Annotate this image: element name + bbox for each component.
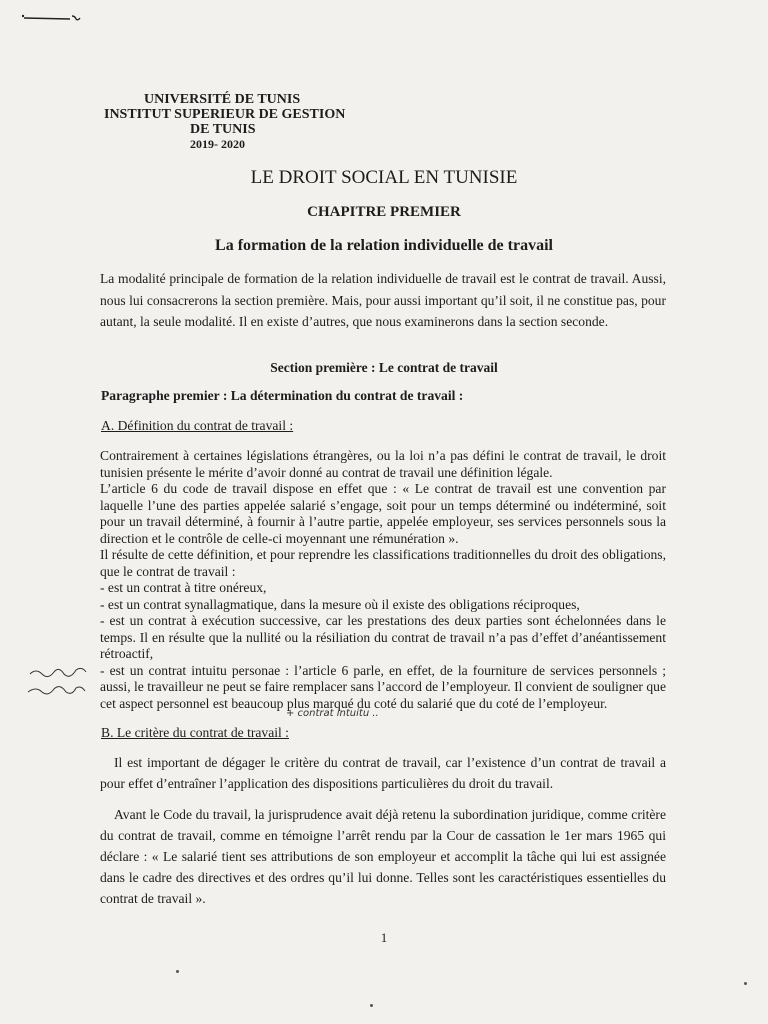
list-item: - est un contrat à exécution successive, car les prestations des deux parties sont échelonnées dans le temps. Il en résulte que la nullité ou la résiliation du contrat de travail n’a pas d’effet d’anéantissement rétroactif, bbox=[100, 613, 666, 661]
margin-scribble bbox=[24, 664, 104, 704]
list-item: - est un contrat intuitu personae : l’article 6 parle, en effet, de la fourniture de services personnels ; aussi, le travailleur ne peut se faire remplacer sans l’accord de l’employeur. Il convient de souligner que cet aspect personnel est beaucoup plus marqué du coté du salarié que du coté de l’employeur. bbox=[100, 662, 666, 711]
chapter-heading: CHAPITRE PREMIER bbox=[307, 204, 461, 220]
list-item: - est un contrat à titre onéreux, bbox=[100, 580, 267, 595]
criterion-paragraph-2: Avant le Code du travail, la jurisprudence avait déjà retenu la subordination juridique, comme critère du contrat de travail, comme en témoigne l’arrêt rendu par la Cour de cassation le 1er mars 1965 qui déclare : « Le salarié tient ses attributions de son employeur et accomplit la tâche qui lui est assignée dans le cadre des directives et des ordres qu’il lui donne. Telles sont les caractéristiques essentielles du contrat de travail ». bbox=[100, 807, 666, 906]
institution-header bbox=[104, 92, 345, 152]
academic-year: 2019- 2020 bbox=[190, 137, 245, 151]
chapter-subtitle: La formation de la relation individuelle de travail bbox=[215, 237, 553, 254]
definition-body bbox=[100, 448, 666, 712]
institute-city: DE TUNIS bbox=[190, 122, 256, 137]
institute-name: INSTITUT SUPERIEUR DE GESTION bbox=[104, 107, 346, 122]
handwritten-annotation: + contrat intuitu .. bbox=[286, 708, 379, 719]
pen-mark bbox=[22, 12, 82, 24]
section-title: Section première : Le contrat de travail bbox=[270, 360, 498, 375]
paper-speck bbox=[176, 970, 179, 973]
heading-criterion: B. Le critère du contrat de travail : bbox=[101, 725, 289, 740]
university-name: UNIVERSITÉ DE TUNIS bbox=[144, 92, 301, 107]
heading-definition: A. Définition du contrat de travail : bbox=[101, 418, 294, 433]
page-number: 1 bbox=[380, 930, 388, 945]
paper-speck bbox=[370, 1004, 373, 1007]
paper-speck bbox=[744, 982, 747, 985]
body-line: Il résulte de cette définition, et pour reprendre les classifications traditionnelles du droit des obligations, que le contrat de travail : bbox=[100, 547, 666, 579]
paragraph-title: Paragraphe premier : La détermination du contrat de travail : bbox=[101, 388, 464, 403]
criterion-paragraph-1: Il est important de dégager le critère du contrat de travail, car l’existence d’un contrat de travail a pour effet d’entraîner l’application des dispositions particulières du droit du travail. bbox=[100, 755, 666, 791]
body-line: L’article 6 du code de travail dispose en effet que : « Le contrat de travail est une convention par laquelle l’une des parties appelée salarié s’engage, soit pour un temps déterminé ou indéterminé, soit pour un travail déterminé, à fournir à l’autre partie, appelée employeur, ses services personnels sous la direction et le contrôle de celle-ci moyennant une rémunération ». bbox=[100, 481, 666, 546]
body-line: Contrairement à certaines législations étrangères, ou la loi n’a pas défini le contrat de travail, le droit tunisien présente le mérite d’avoir donné au contrat de travail une définition légale. bbox=[100, 448, 666, 480]
document-title: LE DROIT SOCIAL EN TUNISIE bbox=[250, 167, 518, 188]
list-item: - est un contrat synallagmatique, dans la mesure où il existe des obligations réciproques, bbox=[100, 596, 580, 612]
intro-paragraph: La modalité principale de formation de la relation individuelle de travail est le contrat de travail. Aussi, nous lui consacrerons la section première. Mais, pour aussi important qu’il soit, il ne constitue pas, pour autant, la seule modalité. Il en existe d’autres, que nous examinerons dans la section seconde. bbox=[100, 271, 666, 329]
